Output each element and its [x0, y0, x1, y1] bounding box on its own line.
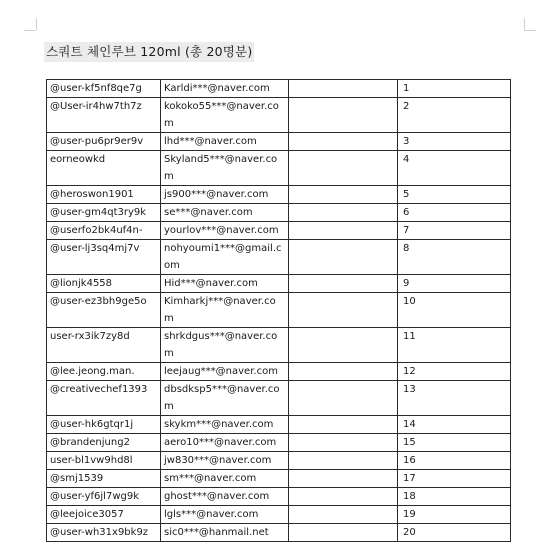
page-corner-mark [524, 18, 525, 30]
email-cell: se***@naver.com [161, 204, 289, 222]
table-row [47, 506, 511, 524]
table-row [47, 416, 511, 434]
table-row [47, 363, 511, 381]
table-row [47, 275, 511, 293]
email-cell: aero10***@naver.com [161, 434, 289, 452]
number-cell: 4 [398, 151, 511, 186]
user-id-cell: @user-pu6pr9er9v [47, 133, 161, 151]
user-id-cell: user-rx3ik7zy8d [47, 328, 161, 363]
table-row [47, 133, 511, 151]
page-corner-mark [36, 18, 37, 30]
empty-cell [289, 186, 398, 204]
number-cell: 19 [398, 506, 511, 524]
page-corner-mark [524, 30, 536, 31]
empty-cell [289, 381, 398, 416]
email-cell: shrkdgus***@naver.com [161, 328, 289, 363]
user-id-cell: @user-yf6jl7wg9k [47, 488, 161, 506]
table-row [47, 80, 511, 98]
number-cell: 13 [398, 381, 511, 416]
table-row [47, 222, 511, 240]
email-cell: yourlov***@naver.com [161, 222, 289, 240]
user-id-cell: @user-lj3sq4mj7v [47, 240, 161, 275]
email-cell: ghost***@naver.com [161, 488, 289, 506]
user-id-cell: @creativechef1393 [47, 381, 161, 416]
table-row [47, 488, 511, 506]
table-row [47, 524, 511, 542]
number-cell: 16 [398, 452, 511, 470]
number-cell: 18 [398, 488, 511, 506]
user-id-cell: user-bl1vw9hd8l [47, 452, 161, 470]
number-cell: 9 [398, 275, 511, 293]
email-cell: nohyoumi1***@gmail.com [161, 240, 289, 275]
table-row [47, 381, 511, 416]
user-id-cell: @brandenjung2 [47, 434, 161, 452]
user-id-cell: @userfo2bk4uf4n- [47, 222, 161, 240]
number-cell: 5 [398, 186, 511, 204]
user-id-cell: @lee.jeong.man. [47, 363, 161, 381]
table-row [47, 293, 511, 328]
email-cell: js900***@naver.com [161, 186, 289, 204]
empty-cell [289, 133, 398, 151]
user-id-cell: @user-hk6gtqr1j [47, 416, 161, 434]
user-id-cell: @smj1539 [47, 470, 161, 488]
user-id-cell: @user-gm4qt3ry9k [47, 204, 161, 222]
number-cell: 8 [398, 240, 511, 275]
empty-cell [289, 363, 398, 381]
number-cell: 15 [398, 434, 511, 452]
user-id-cell: @heroswon1901 [47, 186, 161, 204]
empty-cell [289, 452, 398, 470]
number-cell: 11 [398, 328, 511, 363]
empty-cell [289, 434, 398, 452]
email-cell: lgls***@naver.com [161, 506, 289, 524]
table-row [47, 452, 511, 470]
table-row [47, 151, 511, 186]
document-title: 스쿼트 체인루브 120ml (총 20명분) [44, 42, 254, 62]
empty-cell [289, 275, 398, 293]
user-id-cell: @user-ez3bh9ge5o [47, 293, 161, 328]
email-cell: Karldi***@naver.com [161, 80, 289, 98]
winner-table-body [47, 80, 511, 542]
user-id-cell: @User-ir4hw7th7z [47, 98, 161, 133]
user-id-cell: @leejoice3057 [47, 506, 161, 524]
empty-cell [289, 151, 398, 186]
empty-cell [289, 240, 398, 275]
email-cell: Hid***@naver.com [161, 275, 289, 293]
empty-cell [289, 293, 398, 328]
number-cell: 20 [398, 524, 511, 542]
table-row [47, 186, 511, 204]
empty-cell [289, 328, 398, 363]
number-cell: 2 [398, 98, 511, 133]
email-cell: sic0***@hanmail.net [161, 524, 289, 542]
empty-cell [289, 488, 398, 506]
user-id-cell: eorneowkd [47, 151, 161, 186]
winner-table [46, 79, 511, 542]
table-row [47, 434, 511, 452]
empty-cell [289, 98, 398, 133]
table-row [47, 98, 511, 133]
number-cell: 12 [398, 363, 511, 381]
number-cell: 17 [398, 470, 511, 488]
email-cell: leejaug***@naver.com [161, 363, 289, 381]
empty-cell [289, 506, 398, 524]
empty-cell [289, 470, 398, 488]
empty-cell [289, 204, 398, 222]
number-cell: 6 [398, 204, 511, 222]
page-corner-mark [24, 30, 36, 31]
email-cell: Skyland5***@naver.com [161, 151, 289, 186]
number-cell: 14 [398, 416, 511, 434]
number-cell: 10 [398, 293, 511, 328]
empty-cell [289, 80, 398, 98]
table-row [47, 470, 511, 488]
email-cell: skykm***@naver.com [161, 416, 289, 434]
email-cell: sm***@naver.com [161, 470, 289, 488]
table-row [47, 328, 511, 363]
number-cell: 1 [398, 80, 511, 98]
table-row [47, 240, 511, 275]
user-id-cell: @user-kf5nf8qe7g [47, 80, 161, 98]
email-cell: lhd***@naver.com [161, 133, 289, 151]
table-row [47, 204, 511, 222]
user-id-cell: @lionjk4558 [47, 275, 161, 293]
user-id-cell: @user-wh31x9bk9z [47, 524, 161, 542]
email-cell: kokoko55***@naver.com [161, 98, 289, 133]
empty-cell [289, 416, 398, 434]
email-cell: dbsdksp5***@naver.com [161, 381, 289, 416]
number-cell: 7 [398, 222, 511, 240]
number-cell: 3 [398, 133, 511, 151]
empty-cell [289, 524, 398, 542]
email-cell: jw830***@naver.com [161, 452, 289, 470]
email-cell: Kimharkj***@naver.com [161, 293, 289, 328]
empty-cell [289, 222, 398, 240]
